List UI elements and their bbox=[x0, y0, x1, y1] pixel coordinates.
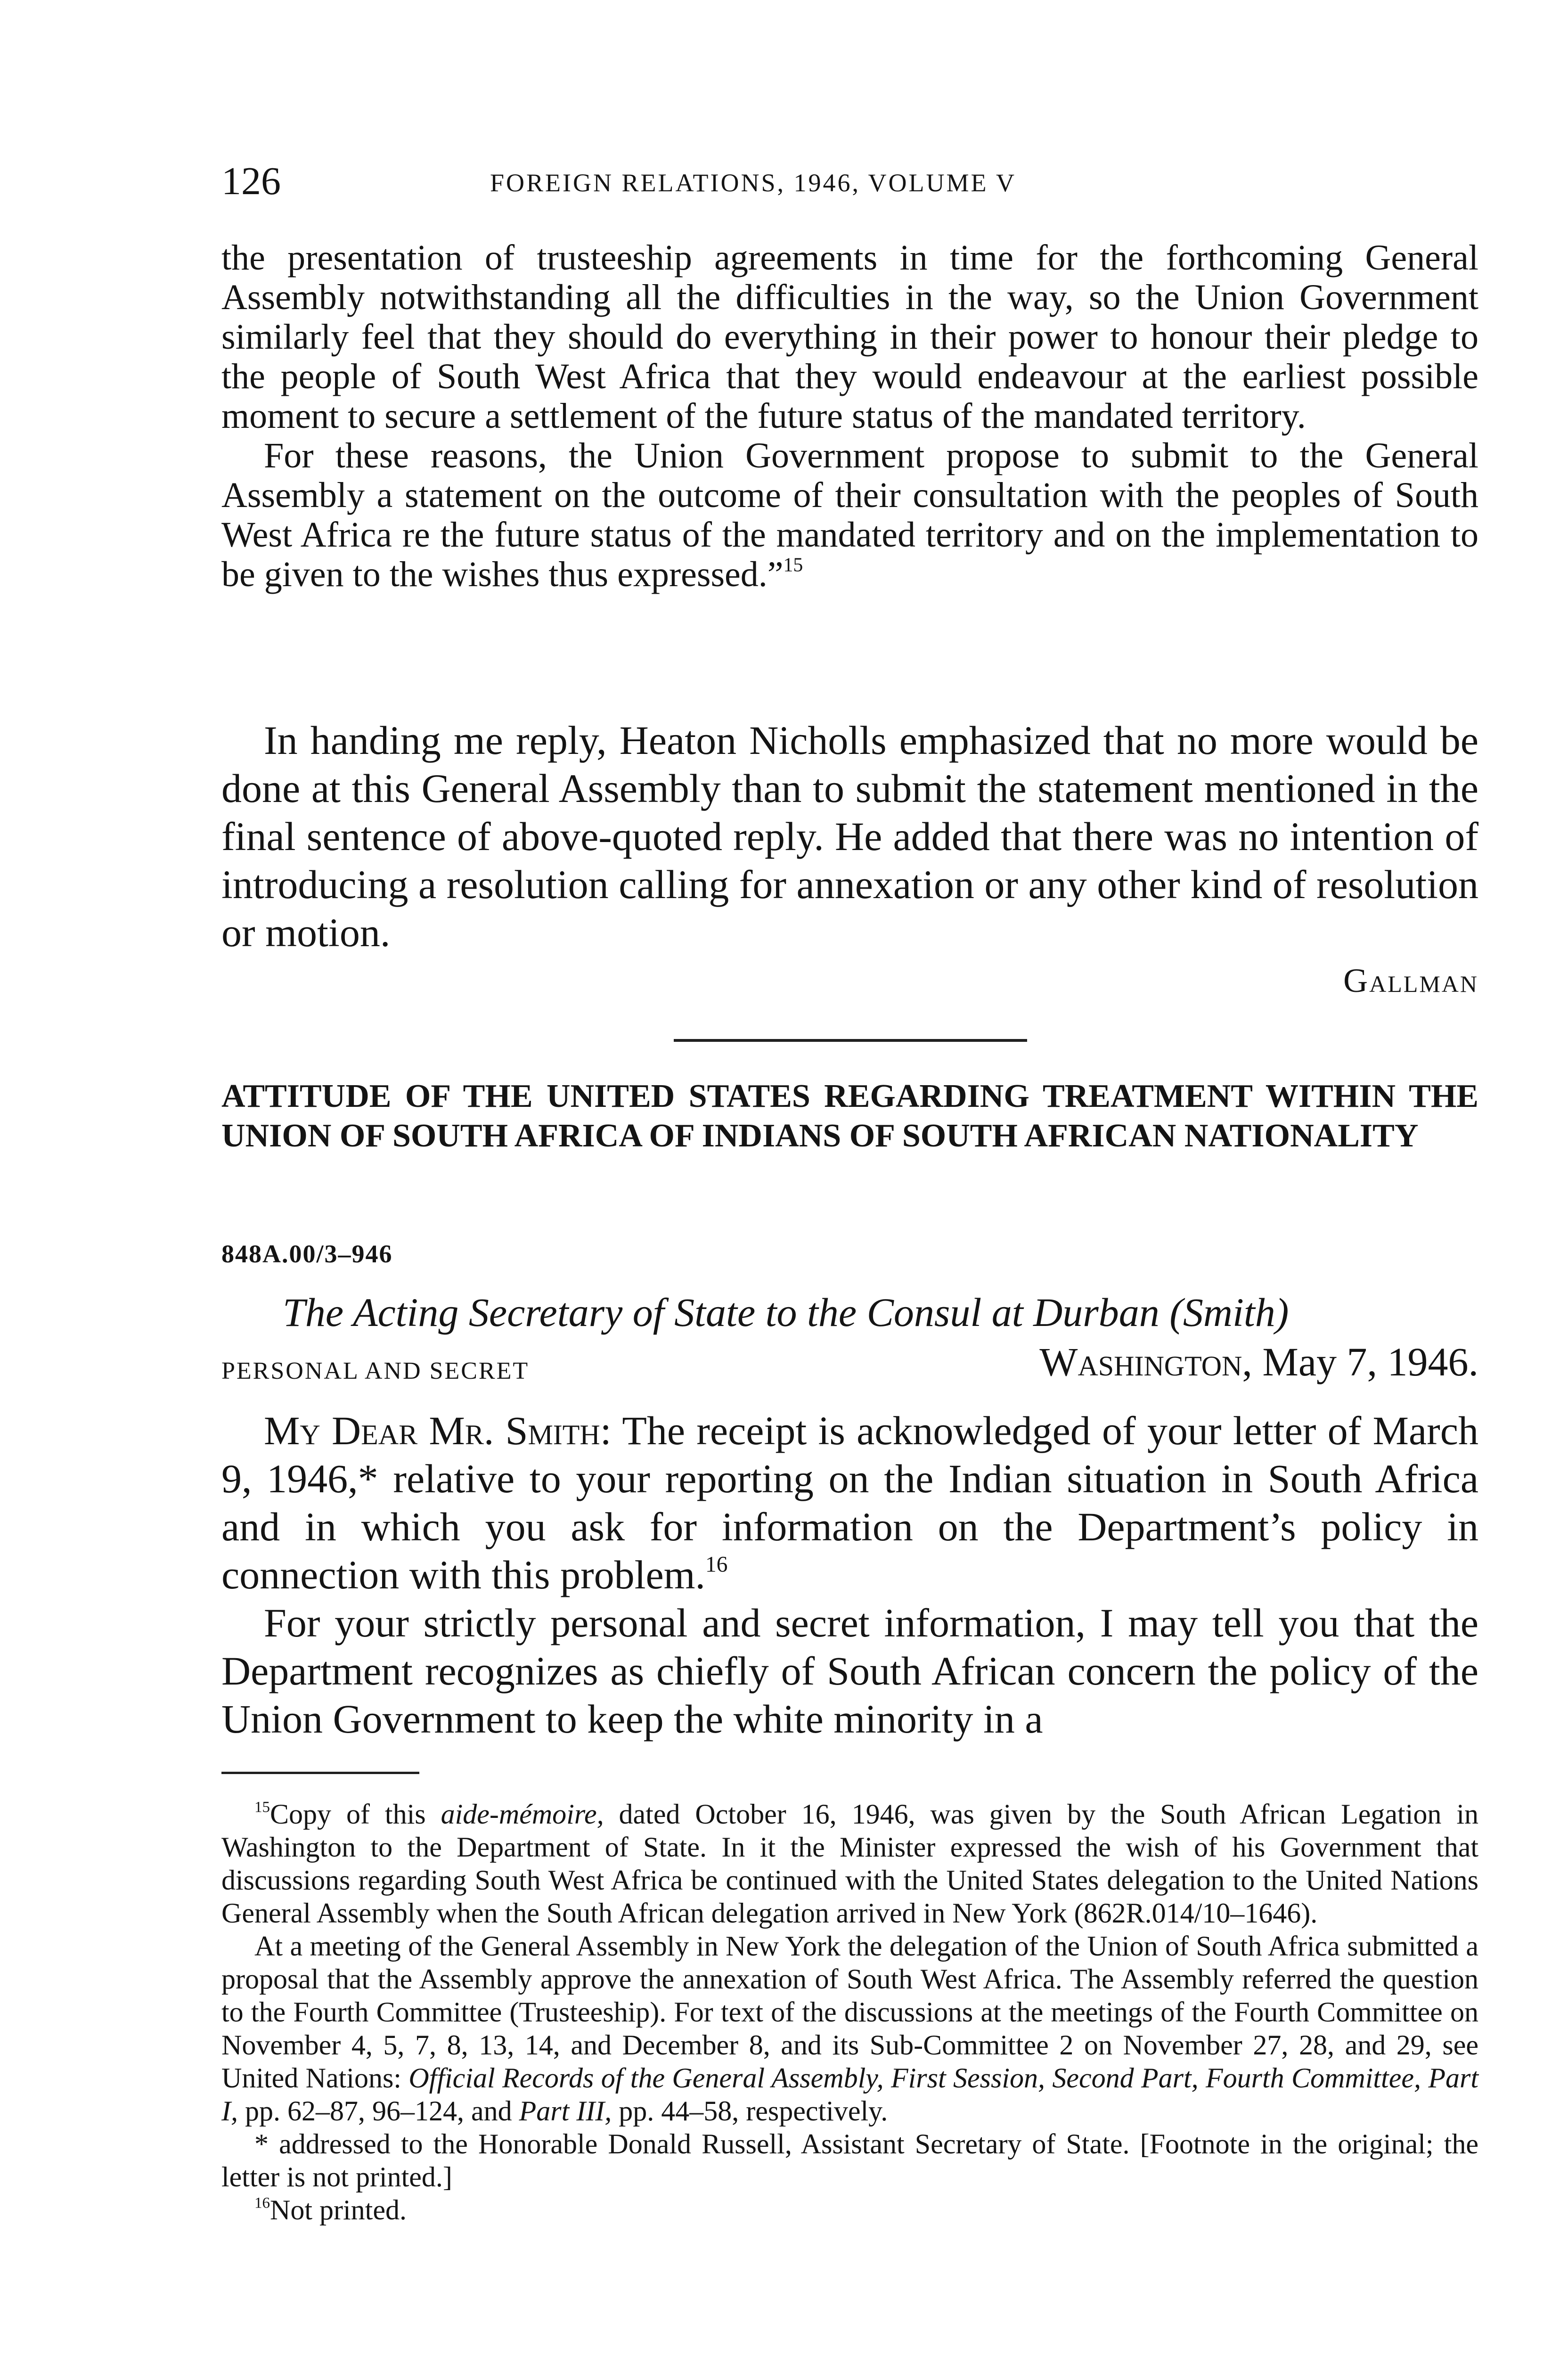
quote-paragraph-2 bbox=[221, 436, 1478, 594]
footnote-16 bbox=[221, 2193, 1478, 2226]
footnote-rule bbox=[221, 1772, 419, 1774]
footnote-15-p2-italic-a: Official Records of the General Assembly, First Session, Second Part, Fourth Committee, Part I, bbox=[221, 2062, 1479, 2127]
page-header bbox=[221, 155, 1478, 207]
footnote-ref-16: 16 bbox=[705, 1552, 728, 1577]
footnote-star: * addressed to the Honorable Donald Russell, Assistant Secretary of State. [Footnote in the original; the letter is not printed.] bbox=[221, 2128, 1478, 2192]
footnotes bbox=[221, 1798, 1478, 2226]
page-number: 126 bbox=[221, 159, 281, 203]
quote-paragraph-2-text: For these reasons, the Union Government propose to submit to the General Assembly a statement on the outcome of their consultation with the peoples of South West Africa re the future status of the mandated territory and on the implementation to be given to the wishes thus expressed.” bbox=[221, 436, 1478, 594]
file-number: 848A.00/3–946 bbox=[221, 1240, 393, 1268]
document-title: The Acting Secretary of State to the Consul at Durban (Smith) bbox=[283, 1290, 1289, 1335]
footnote-15 bbox=[221, 1798, 1478, 1930]
footnote-15-continued bbox=[221, 1930, 1478, 2127]
footnote-15-marker: 15 bbox=[254, 1799, 270, 1816]
signature: Gallman bbox=[1343, 962, 1478, 999]
dateline-place: Washington, bbox=[1039, 1339, 1252, 1384]
footnote-15-text-b: dated October 16, 1946, was given by the South African Legation in Washington to the Department of State. In it the Minister expressed the wish of his Government that discussions regarding South West Africa be continued with the United States delegation to the United Nations General Assembly when the South African delegation arrived in New York (862R.014/10–1646). bbox=[221, 1799, 1479, 1929]
letter-body bbox=[221, 1407, 1478, 1743]
section-heading: ATTITUDE OF THE UNITED STATES REGARDING TREATMENT WITHIN THE UNION OF SOUTH AFRICA OF INDIANS OF SOUTH AFRICAN NATIONALITY bbox=[221, 1078, 1478, 1154]
letter-paragraph-2: For your strictly personal and secret information, I may tell you that the Department recognizes as chiefly of South African concern the policy of the Union Government to keep the white minority in a bbox=[221, 1600, 1478, 1742]
salutation: My Dear Mr. Smith: bbox=[264, 1408, 612, 1453]
classification: PERSONAL AND SECRET bbox=[221, 1358, 530, 1384]
reply-section bbox=[221, 716, 1478, 957]
footnote-15-p2-italic-b: Part III, bbox=[519, 2095, 612, 2127]
letter-paragraph-1 bbox=[221, 1407, 1478, 1599]
dateline-date: May 7, 1946. bbox=[1262, 1339, 1478, 1384]
footnote-15-p2-text-b: pp. 62–87, 96–124, and bbox=[245, 2095, 512, 2127]
running-title: FOREIGN RELATIONS, 1946, VOLUME V bbox=[490, 169, 1017, 197]
footnote-16-marker: 16 bbox=[254, 2194, 270, 2212]
reply-paragraph: In handing me reply, Heaton Nicholls emphasized that no more would be done at this General Assembly than to submit the statement mentioned in the final sentence of above-quoted reply. He added that there was no intention of introducing a resolution calling for annexation or any other kind of resolution or motion. bbox=[221, 718, 1478, 955]
footnote-15-p2-text-c: pp. 44–58, respectively. bbox=[619, 2095, 888, 2127]
letter-paragraph-1-text: The receipt is acknowledged of your letter of March 9, 1946,* relative to your reporting on the Indian situation in South Africa and in which you ask for information on the Department’s policy in connection with this problem. bbox=[221, 1408, 1478, 1597]
footnote-ref-15: 15 bbox=[783, 554, 803, 576]
section-divider bbox=[674, 1039, 1027, 1042]
quoted-reply bbox=[221, 238, 1478, 594]
footnote-15-p2-text-a: At a meeting of the General Assembly in New York the delegation of the Union of South Africa submitted a proposal that the Assembly approve the annexation of South West Africa. The Assembly referred the question to the Fourth Committee (Trusteeship). For text of the discussions at the meetings of the Fourth Committee on November 4, 5, 7, 8, 13, 14, and December 8, and its Sub-Committee 2 on November 27, 28, and 29, see United Nations: bbox=[221, 1931, 1478, 2094]
footnote-16-text: Not printed. bbox=[270, 2194, 407, 2225]
quote-paragraph-1: the presentation of trusteeship agreements in time for the forthcoming General Assembly notwithstanding all the difficulties in the way, so the Union Government similarly feel that they should do everything in their power to honour their pledge to the people of South West Africa that they would endeavour at the earliest possible moment to secure a settlement of the future status of the mandated territory. bbox=[221, 238, 1478, 436]
footnote-15-text-a: Copy of this bbox=[270, 1799, 426, 1830]
place-date bbox=[1039, 1338, 1478, 1385]
footnote-15-italic-a: aide-mémoire, bbox=[441, 1799, 604, 1830]
